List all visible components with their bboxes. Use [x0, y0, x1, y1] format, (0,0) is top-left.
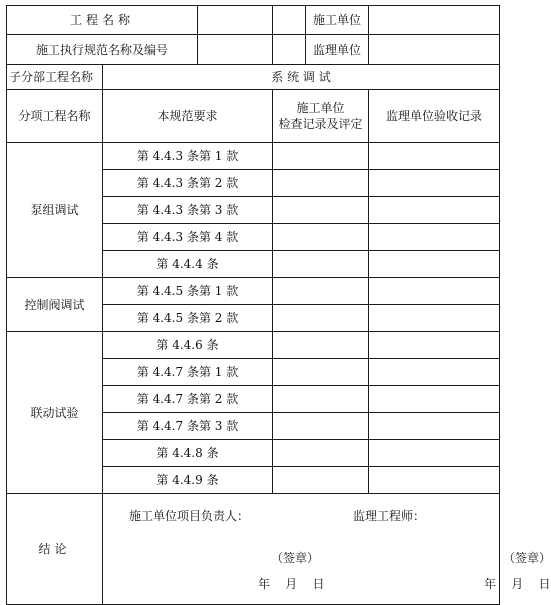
group-name: 泵组调试	[7, 143, 103, 278]
spec-cell	[7, 35, 273, 65]
clause-row	[7, 332, 500, 359]
clause-requirement: 第 4.4.9 条	[103, 467, 273, 494]
contractor-seal: （签章）	[271, 551, 320, 565]
supervisor-record-cell[interactable]	[369, 170, 500, 197]
spec-label: 施工执行规范名称及编号	[35, 42, 168, 57]
supervisor-record-cell[interactable]	[369, 305, 500, 332]
clause-requirement: 第 4.4.3 条第 4 款	[103, 224, 273, 251]
clause-requirement: 第 4.4.4 条	[103, 251, 273, 278]
project-name-label: 工程名称	[69, 13, 134, 27]
conclusion-label: 结论	[38, 542, 71, 556]
supervisor-label: 监理单位	[312, 42, 361, 57]
clause-requirement: 第 4.4.7 条第 3 款	[103, 413, 273, 440]
supervisor-record-cell[interactable]	[369, 386, 500, 413]
supervisor-seal: （签章）	[503, 551, 551, 565]
supervisor-record-cell[interactable]	[369, 143, 500, 170]
conclusion-row	[7, 494, 500, 605]
acceptance-table	[6, 5, 551, 605]
contractor-lead-label: 施工单位项目负责人：	[129, 509, 250, 523]
conclusion-body	[103, 494, 551, 605]
spec-value[interactable]	[198, 35, 272, 64]
header-row-2	[7, 35, 500, 65]
supervisor-date[interactable]: 年 月 日	[484, 577, 551, 591]
supervisor-record-cell[interactable]	[369, 467, 500, 494]
contractor-check-cell[interactable]	[273, 170, 369, 197]
contractor-check-cell[interactable]	[273, 440, 369, 467]
supervisor-record-cell[interactable]	[369, 413, 500, 440]
contractor-date[interactable]: 年 月 日	[258, 577, 325, 591]
col-contractor-check-line1: 施工单位	[296, 101, 345, 115]
supervisor-engineer-label: 监理工程师：	[353, 509, 426, 523]
clause-row	[7, 278, 500, 305]
supervisor-record-cell[interactable]	[369, 197, 500, 224]
contractor-check-cell[interactable]	[273, 386, 369, 413]
col-supervisor-record: 监理单位验收记录	[369, 90, 500, 143]
contractor-check-cell[interactable]	[273, 332, 369, 359]
col-item: 分项工程名称	[7, 90, 103, 143]
supervisor-label-cell	[273, 35, 369, 65]
supervisor-record-cell[interactable]	[369, 224, 500, 251]
supervisor-record-cell[interactable]	[369, 359, 500, 386]
clause-requirement: 第 4.4.5 条第 1 款	[103, 278, 273, 305]
header-row-1	[7, 6, 500, 35]
clause-requirement: 第 4.4.6 条	[103, 332, 273, 359]
clause-requirement: 第 4.4.7 条第 2 款	[103, 386, 273, 413]
supervisor-record-cell[interactable]	[369, 332, 500, 359]
clause-requirement: 第 4.4.3 条第 3 款	[103, 197, 273, 224]
clause-requirement: 第 4.4.5 条第 2 款	[103, 305, 273, 332]
clause-requirement: 第 4.4.7 条第 1 款	[103, 359, 273, 386]
contractor-value[interactable]	[369, 6, 500, 35]
contractor-check-cell[interactable]	[273, 143, 369, 170]
clause-requirement: 第 4.4.8 条	[103, 440, 273, 467]
contractor-check-cell[interactable]	[273, 224, 369, 251]
clause-row	[7, 143, 500, 170]
supervisor-record-cell[interactable]	[369, 440, 500, 467]
project-name-value[interactable]	[198, 6, 272, 34]
project-name-cell	[7, 6, 273, 35]
col-contractor-check-line2: 检查记录及评定	[278, 117, 363, 131]
subsection-value: 系 统 调 试	[103, 65, 500, 90]
contractor-check-cell[interactable]	[273, 359, 369, 386]
contractor-check-cell[interactable]	[273, 197, 369, 224]
contractor-check-cell[interactable]	[273, 467, 369, 494]
contractor-check-cell[interactable]	[273, 413, 369, 440]
contractor-label: 施工单位	[312, 13, 361, 27]
group-name: 联动试验	[7, 332, 103, 494]
col-contractor-check	[273, 90, 369, 143]
clause-requirement: 第 4.4.3 条第 1 款	[103, 143, 273, 170]
subsection-row	[7, 65, 500, 90]
col-requirement: 本规范要求	[103, 90, 273, 143]
conclusion-label-cell	[7, 494, 103, 605]
contractor-check-cell[interactable]	[273, 278, 369, 305]
supervisor-record-cell[interactable]	[369, 278, 500, 305]
contractor-check-cell[interactable]	[273, 251, 369, 278]
supervisor-record-cell[interactable]	[369, 251, 500, 278]
contractor-label-cell	[273, 6, 369, 35]
subsection-label: 子分部工程名称	[7, 65, 103, 90]
column-header-row	[7, 90, 500, 143]
contractor-check-cell[interactable]	[273, 305, 369, 332]
group-name: 控制阀调试	[7, 278, 103, 332]
clause-requirement: 第 4.4.3 条第 2 款	[103, 170, 273, 197]
supervisor-value[interactable]	[369, 35, 500, 65]
